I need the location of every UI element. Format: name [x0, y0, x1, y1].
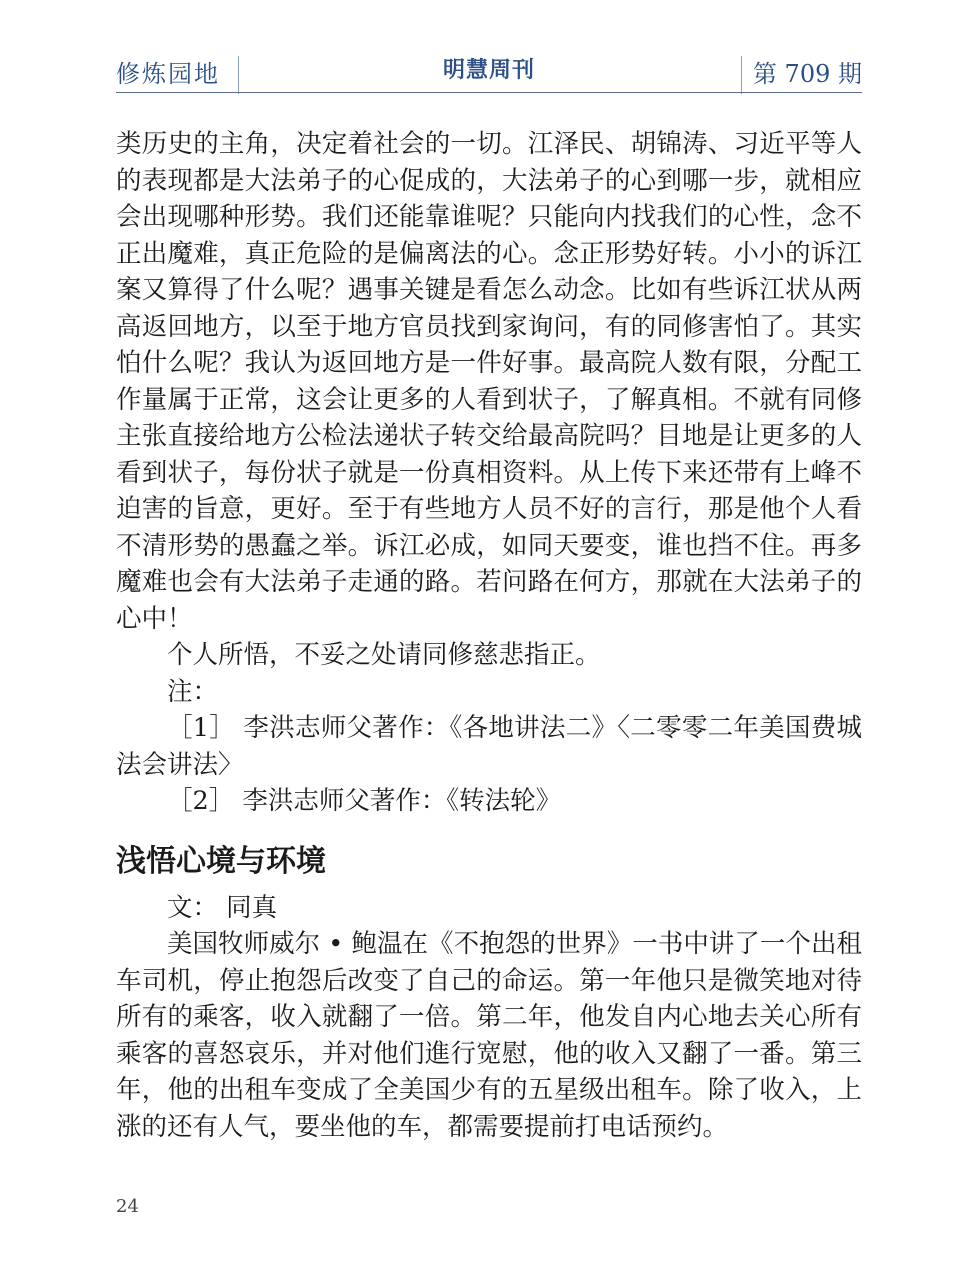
article1-closing: 个人所悟，不妥之处请同修慈悲指正。 — [167, 640, 601, 670]
notes-label: 注： — [167, 676, 219, 707]
page-body — [116, 126, 862, 1145]
magazine-title: 明慧周刊 — [442, 58, 535, 83]
issue-number: 第 709 期 — [752, 60, 862, 88]
article2-title: 浅悟心境与环境 — [116, 843, 326, 879]
article2-paragraph: 美国牧师威尔 • 鲍温在《不抱怨的世界》一书中讲了一个出租车司机，停止抱怨后改变了自己的命运。第一年他只是微笑地对待所有的乘客，收入就翻了一倍。第二年，他发自内心地去关心所有乘客的喜怒哀乐，并对他们進行宽慰，他的收入又翻了一番。第三年，他的出租车变成了全美国少有的五星级出租车。除了收入，上涨的还有人气，要坐他的车，都需要提前打电话预约。 — [116, 929, 862, 1142]
header-rule — [116, 92, 862, 93]
running-header — [116, 50, 862, 94]
section-name: 修炼园地 — [116, 60, 220, 88]
footnote-1: ［1］ 李洪志师父著作：《各地讲法二》〈二零零二年美国费城法会讲法〉 — [116, 713, 862, 780]
article1-paragraph: 类历史的主角，决定着社会的一切。江泽民、胡锦涛、习近平等人的表现都是大法弟子的心促成的，大法弟子的心到哪一步，就相应会出现哪种形势。我们还能靠谁呢？只能向内找我们的心性，念不正出魔难，真正危险的是偏离法的心。念正形势好转。小小的诉江案又算得了什么呢？遇事关键是看怎么动念。比如有些诉江状从两高返回地方，以至于地方官员找到家询问，有的同修害怕了。其实怕什么呢？我认为返回地方是一件好事。最高院人数有限，分配工作量属于正常，这会让更多的人看到状子，了解真相。不就有同修主张直接给地方公检法递状子转交给最高院吗？目地是让更多的人看到状子，每份状子就是一份真相资料。从上传下来还带有上峰不迫害的旨意，更好。至于有些地方人员不好的言行，那是他个人看不清形势的愚蠢之举。诉江必成，如同天要变，谁也挡不住。再多魔难也会有大法弟子走通的路。若问路在何方，那就在大法弟子的心中！ — [116, 129, 862, 634]
footnote-2: ［2］ 李洪志师父著作：《转法轮》 — [167, 786, 562, 816]
header-divider-right — [741, 56, 742, 94]
article2-author: 文： 同真 — [167, 892, 278, 923]
page-number: 24 — [116, 1196, 139, 1217]
